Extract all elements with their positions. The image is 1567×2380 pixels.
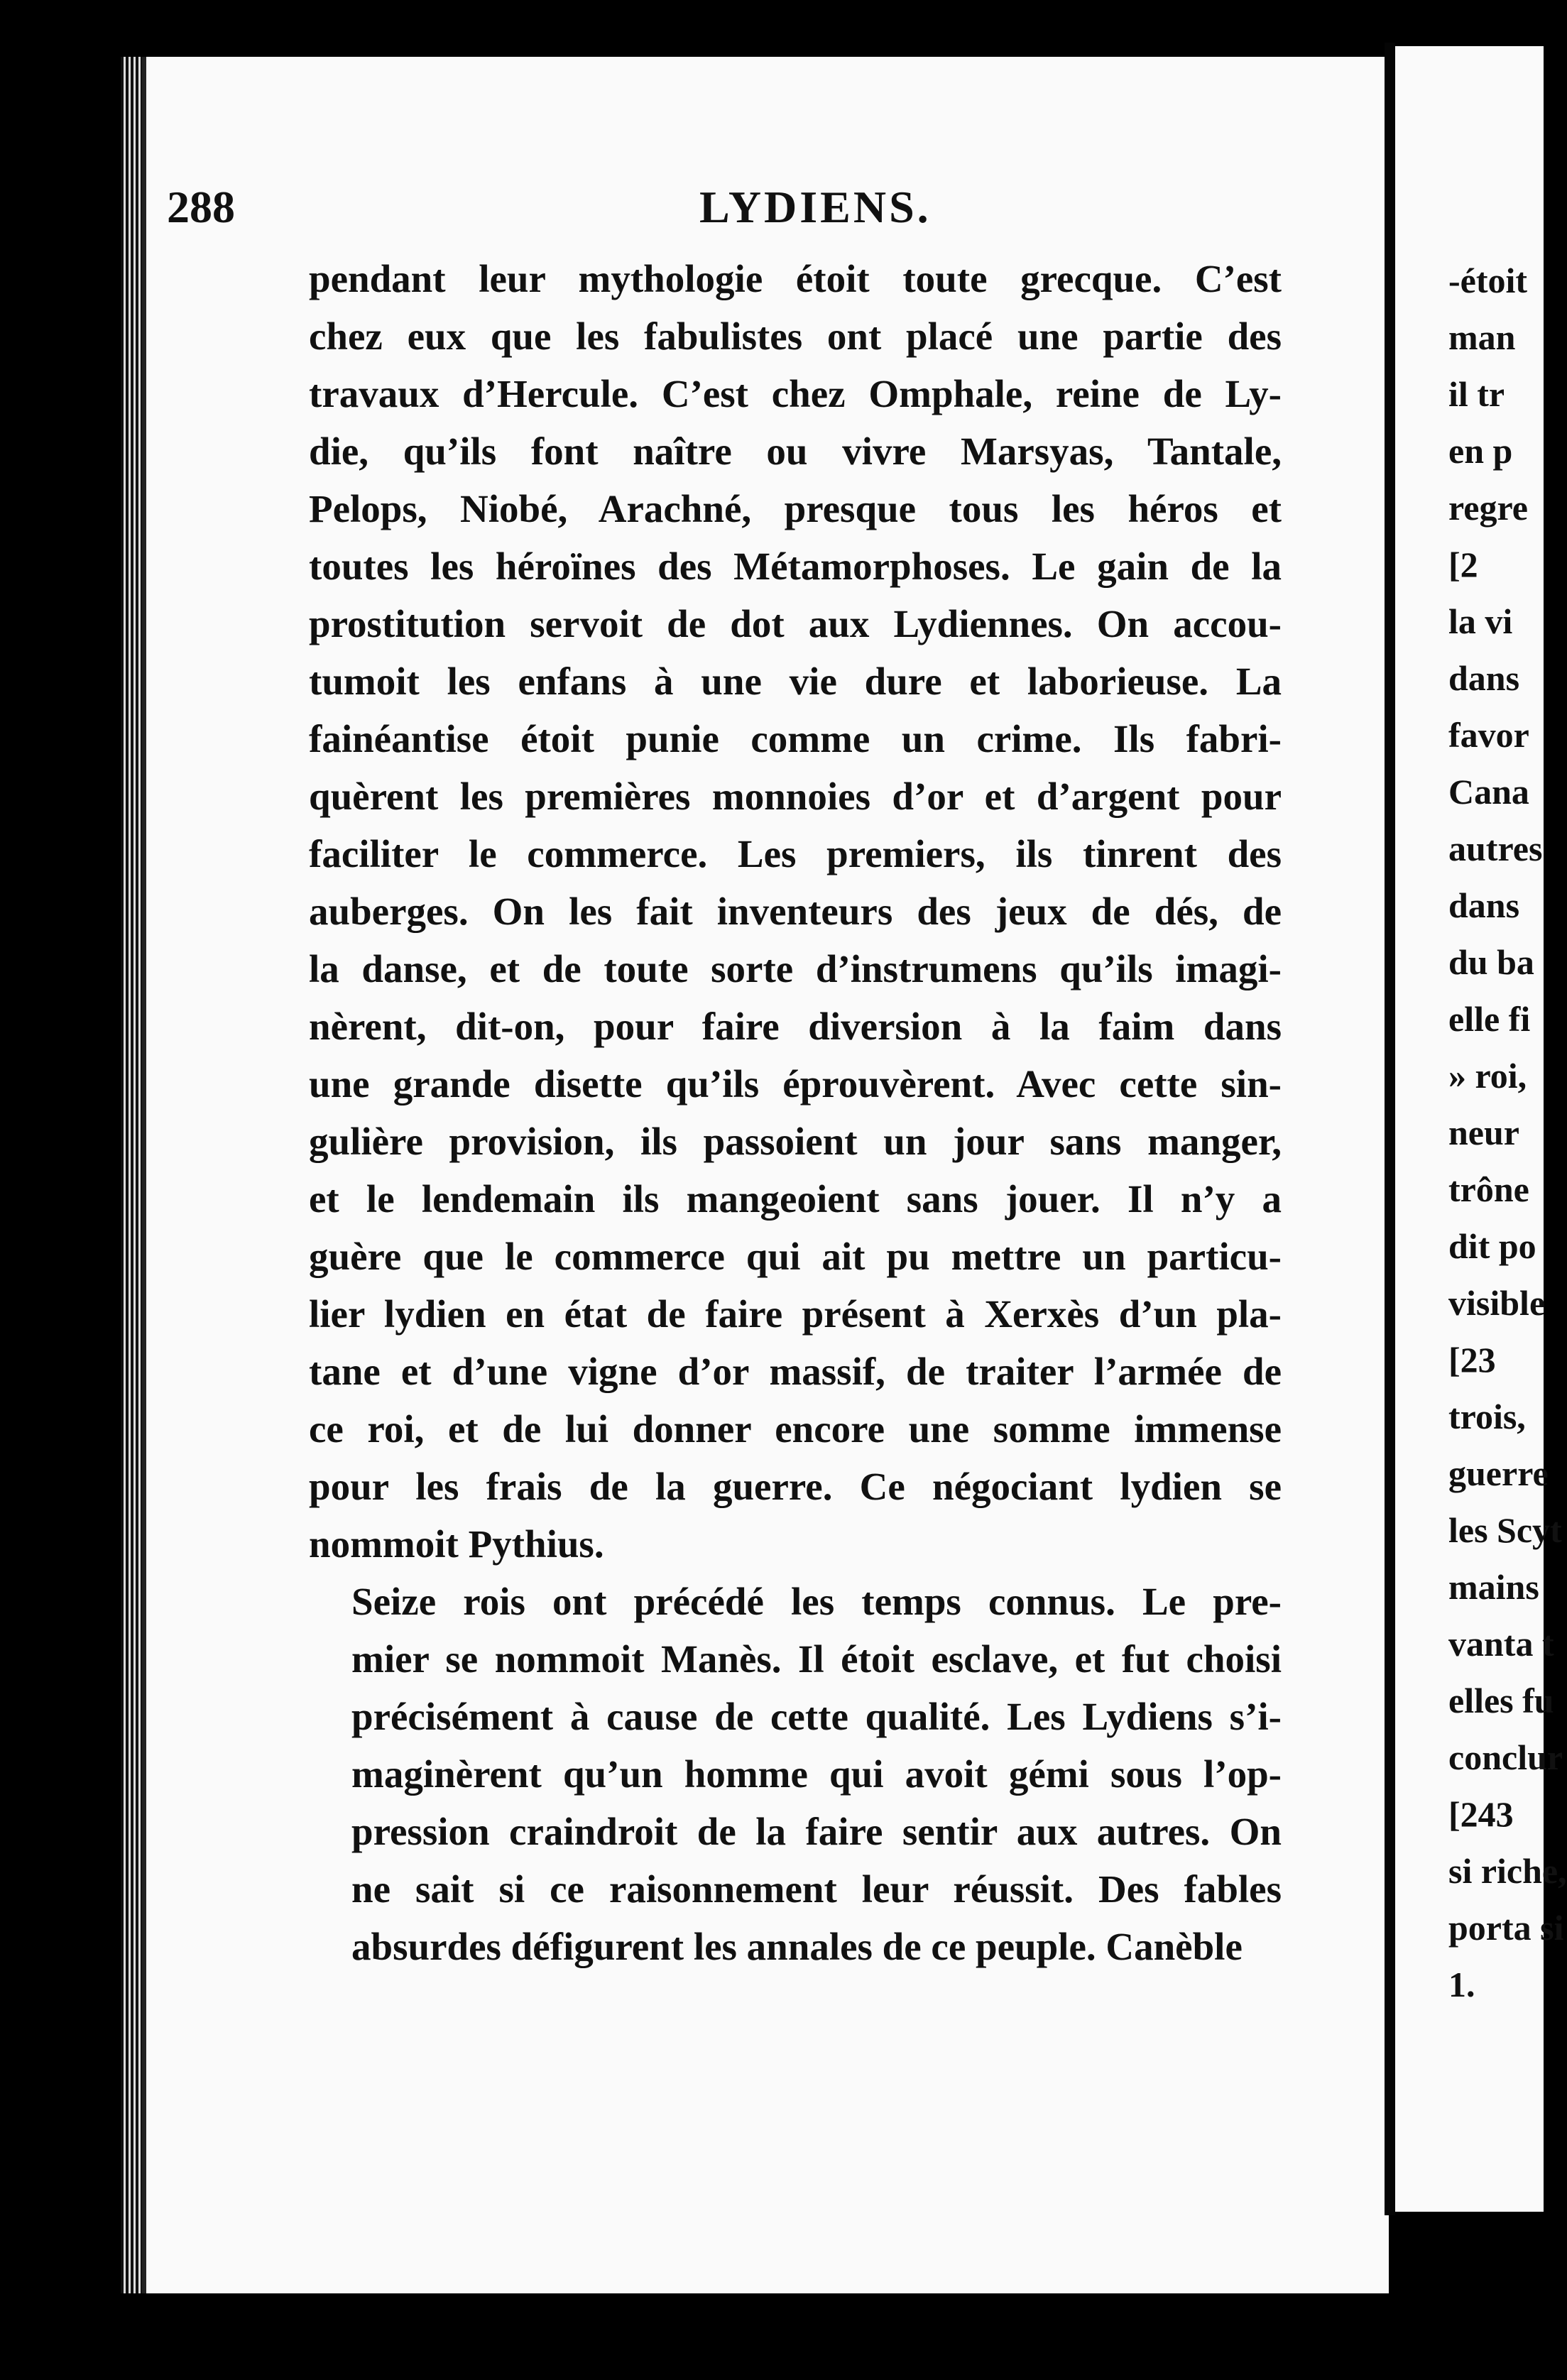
text-line: tane et d’une vigne d’or massif, de traiter l’armée de [309, 1350, 1282, 1393]
text-line: gulière provision, ils passoient un jour sans manger, [309, 1120, 1282, 1163]
right-page-line: -étoit [1448, 261, 1528, 300]
paragraph-1 [309, 250, 1282, 1573]
text-line: tumoit les enfans à une vie dure et laborieuse. La [309, 660, 1282, 703]
text-line: chez eux que les fabulistes ont placé une partie des [309, 315, 1282, 358]
right-page-line: [23 [1448, 1340, 1496, 1380]
text-line: prostitution servoit de dot aux Lydiennes. On accou- [309, 602, 1282, 645]
right-page-line: [2 [1448, 545, 1478, 584]
text-line: et le lendemain ils mangeoient sans jouer. Il n’y a [309, 1177, 1282, 1221]
right-page-line: trois, [1448, 1397, 1526, 1436]
right-page-line: les Scyt [1448, 1510, 1562, 1550]
right-page-line: mains [1448, 1567, 1539, 1607]
right-page-line: il tr [1448, 374, 1505, 414]
book-binding-left [121, 57, 142, 2293]
right-page-line: guerre [1448, 1453, 1549, 1493]
right-page-line: dans [1448, 658, 1520, 698]
text-line: quèrent les premières monnoies d’or et d’argent pour [309, 775, 1282, 818]
text-line: fainéantise étoit punie comme un crime. Ils fabri- [309, 717, 1282, 760]
right-page-line: porta si [1448, 1908, 1564, 1948]
body-text [309, 250, 1282, 1975]
right-page-line: dit po [1448, 1226, 1536, 1266]
text-line: ce roi, et de lui donner encore une somme immense [309, 1407, 1282, 1451]
book-gutter [1385, 43, 1395, 2215]
text-line: pression craindroit de la faire sentir aux autres. On [351, 1810, 1282, 1853]
text-line: nèrent, dit-on, pour faire diversion à la faim dans [309, 1005, 1282, 1048]
text-line: absurdes défigurent les annales de ce peuple. Canèble [351, 1925, 1243, 1968]
text-line: toutes les héroïnes des Métamorphoses. Le gain de la [309, 545, 1282, 588]
right-page-line: favor [1448, 715, 1529, 755]
right-page-line: conclur [1448, 1737, 1563, 1777]
text-line: ne sait si ce raisonnement leur réussit. Des fables [351, 1867, 1282, 1911]
text-line: guère que le commerce qui ait pu mettre un particu- [309, 1235, 1282, 1278]
right-page-line: [243 [1448, 1794, 1514, 1834]
right-page-line: regre [1448, 488, 1528, 528]
text-line: pendant leur mythologie étoit toute grecque. C’est [309, 257, 1282, 300]
right-page-line: Cana [1448, 772, 1529, 812]
right-page-line: dans [1448, 885, 1520, 925]
right-page-line: si riche, [1448, 1851, 1567, 1891]
right-page-line: 1. [1448, 1965, 1475, 2004]
text-line: faciliter le commerce. Les premiers, ils tinrent des [309, 832, 1282, 875]
right-page-line: en p [1448, 431, 1513, 471]
right-page-line: vanta t [1448, 1624, 1554, 1664]
text-line: die, qu’ils font naître ou vivre Marsyas, Tantale, [309, 430, 1282, 473]
text-line: pour les frais de la guerre. Ce négociant lydien se [309, 1465, 1282, 1508]
right-page-line: trône [1448, 1169, 1529, 1209]
text-line: mier se nommoit Manès. Il étoit esclave, et fut choisi [351, 1637, 1282, 1681]
text-line: la danse, et de toute sorte d’instrumens qu’ils imagi- [309, 947, 1282, 990]
right-page-line: du ba [1448, 942, 1534, 982]
running-head: LYDIENS. [699, 182, 932, 232]
paragraph-2 [309, 1573, 1282, 1975]
text-line: lier lydien en état de faire présent à Xerxès d’un pla- [309, 1292, 1282, 1336]
text-line: maginèrent qu’un homme qui avoit gémi sous l’op- [351, 1752, 1282, 1796]
page-number: 288 [167, 182, 235, 232]
right-page-line: autres [1448, 829, 1543, 868]
text-line: une grande disette qu’ils éprouvèrent. Avec cette sin- [309, 1062, 1282, 1106]
text-line: Seize rois ont précédé les temps connus. Le pre- [351, 1580, 1282, 1623]
text-line: Pelops, Niobé, Arachné, presque tous les héros et [309, 487, 1282, 530]
text-line: nommoit Pythius. [309, 1522, 604, 1566]
right-page-text [1448, 252, 1567, 2013]
page-header [167, 138, 1303, 245]
right-page-line: la vi [1448, 601, 1513, 641]
right-page-line: neur [1448, 1113, 1519, 1152]
right-page-line: elle fi [1448, 999, 1531, 1039]
right-page-line: » roi, [1448, 1056, 1527, 1096]
text-line: précisément à cause de cette qualité. Les Lydiens s’i- [351, 1695, 1282, 1738]
right-page-line: visible [1448, 1283, 1546, 1323]
right-page-line: man [1448, 317, 1516, 357]
text-line: auberges. On les fait inventeurs des jeux de dés, de [309, 890, 1282, 933]
right-page-line: elles fu [1448, 1681, 1554, 1720]
text-line: travaux d’Hercule. C’est chez Omphale, reine de Ly- [309, 372, 1282, 415]
